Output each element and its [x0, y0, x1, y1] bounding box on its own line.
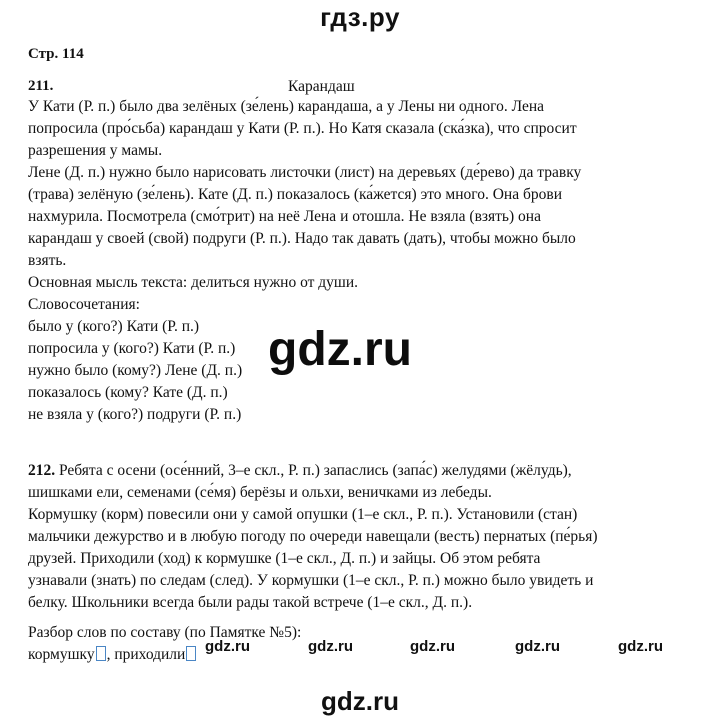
story-title: Карандаш	[288, 78, 355, 95]
main-idea: Основная мысль текста: делиться нужно от души.	[28, 274, 359, 291]
watermark-center: gdz.ru	[268, 323, 412, 376]
text-line: попросила (про́сьба) карандаш у Кати (Р. п.). Но Катя сказала (ска́зка), что спросит	[28, 120, 577, 137]
phrase-item: было у (кого?) Кати (Р. п.)	[28, 318, 200, 335]
text-line: узнавали (знать) по следам (след). У кормушки (1–е скл., Р. п.) можно было увидеть и	[28, 572, 594, 589]
ending-box-icon	[186, 646, 196, 661]
text-line: белку. Школьники всегда были рады такой встрече (1–е скл., Д. п.).	[28, 594, 473, 611]
ending-box-icon	[96, 646, 106, 661]
page-number: Стр. 114	[28, 46, 84, 62]
text-line: (трава) зелёную (зе́лень). Кате (Д. п.) показалось (ка́жется) это много. Она брови	[28, 186, 562, 203]
watermark-small: gdz.ru	[308, 638, 353, 655]
text-line: шишками ели, семенами (се́мя) берёзы и ольхи, веничками из лебеды.	[28, 484, 492, 501]
phrase-item: не взяла у (кого?) подруги (Р. п.)	[28, 406, 242, 423]
phrases-heading: Словосочетания:	[28, 296, 140, 313]
text-line: взять.	[28, 252, 67, 269]
phrase-item: попросила у (кого?) Кати (Р. п.)	[28, 340, 236, 357]
exercise-212-number: 212.	[28, 462, 56, 479]
exercise-211-number: 211.	[28, 78, 54, 94]
watermark-small: gdz.ru	[515, 638, 560, 655]
text-line: разрешения у мамы.	[28, 142, 163, 159]
phrase-item: показалось (кому? Кате (Д. п.)	[28, 384, 228, 401]
analyzed-word: приходили	[114, 646, 186, 663]
text-line: карандаш у своей (свой) подруги (Р. п.). Надо так давать (дать), чтобы можно было	[28, 230, 576, 247]
text-line: нахмурила. Посмотрела (смо́трит) на неё Лена и отошла. Не взяла (взять) она	[28, 208, 541, 225]
text-line: Кормушку (корм) повесили они у самой опушки (1–е скл., Р. п.). Установили (стан)	[28, 506, 578, 523]
analyzed-word: кормушку	[28, 646, 95, 663]
watermark-small: gdz.ru	[205, 638, 250, 655]
analysis-heading: Разбор слов по составу (по Памятке №5):	[28, 624, 302, 641]
site-header: гдз.ру	[320, 2, 400, 32]
text-line: мальчики дежурство и в любую погоду по очереди навещали (весть) пернатых (пе́рья)	[28, 528, 598, 545]
text-line: друзей. Приходили (ход) к кормушке (1–е скл., Д. п.) и зайцы. Об этом ребята	[28, 550, 541, 567]
watermark-small: gdz.ru	[410, 638, 455, 655]
text-line-content: Ребята с осени (осе́нний, 3–е скл., Р. п.) запаслись (запа́с) желудями (жёлудь),	[59, 462, 572, 479]
text-line: У Кати (Р. п.) было два зелёных (зе́лень) карандаша, а у Лены ни одного. Лена	[28, 98, 545, 115]
watermark-small: gdz.ru	[618, 638, 663, 655]
exercise-212-text	[28, 460, 598, 666]
text-line	[28, 460, 598, 482]
phrase-item: нужно было (кому?) Лене (Д. п.)	[28, 362, 243, 379]
text-line: Лене (Д. п.) нужно было нарисовать листочки (лист) на деревьях (де́рево) да травку	[28, 164, 582, 181]
watermark-footer: gdz.ru	[321, 686, 399, 716]
word-separator: ,	[106, 646, 115, 663]
